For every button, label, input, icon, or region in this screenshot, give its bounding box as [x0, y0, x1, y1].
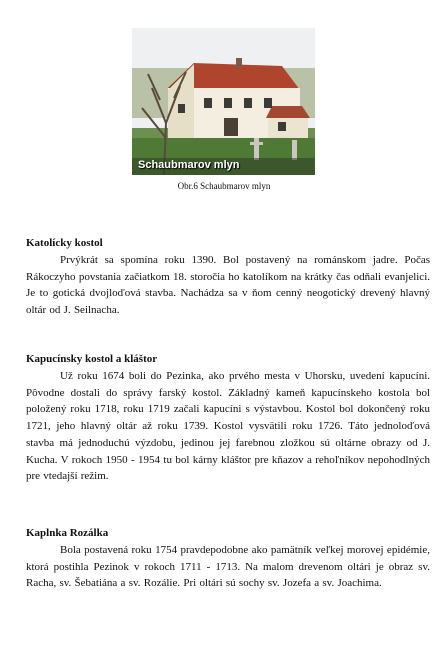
section-heading: Katolícky kostol	[26, 237, 103, 249]
section-heading: Kaplnka Rozálka	[26, 527, 109, 539]
figure-caption: Obr.6 Schaubmarov mlyn	[177, 181, 271, 191]
mill-photo-image	[132, 28, 315, 175]
section-paragraph: Už roku 1674 boli do Pezinka, ako prvého mesta v Uhorsku, uvedení kapucíni. Pôvodne dostali do správy farský kostol. Základný kameň kapucínskeho kostola bol položený roku 1718, roku 1719 začali kapucíni s výstavbou. Kostol bol dokončený roku 1721, jeho hlavný oltár až roku 1739. Kostol vysvätili roku 1726. Táto jednoloďová stavba má jednoduchú výzdobu, jedinou jej farebnou zložkou sú oltárne obrazy od J. Kucha. V rokoch 1950 - 1954 tu bol kárny kláštor pre kňazov a rehoľníkov nepohodlných pre vtedajší režim.	[26, 370, 430, 483]
section-paragraph: Prvýkrát sa spomína roku 1390. Bol postavený na románskom jadre. Počas Rákoczyho povstania začiatkom 18. storočia ho katolíkom na krátky čas odňali evanjelici. Je to gotická dvojloďová stavba. Nachádza sa v ňom cenný neogotický drevený hlavný oltár od J. Seilnacha.	[26, 254, 430, 317]
section-kaplnka-rozalka	[26, 527, 430, 592]
photo-label: Schaubmarov mlyn	[138, 159, 240, 171]
section-paragraph: Bola postavená roku 1754 pravdepodobne ako pamätník veľkej morovej epidémie, ktorá postihla Pezinok v rokoch 1711 - 1713. Na malom drevenom oltári je obraz sv. Racha, sv. Šebatiána a sv. Rozálie. Pri oltári sú sochy sv. Jozefa a sv. Joachima.	[26, 544, 430, 590]
section-kapucinsky-kostol	[26, 353, 430, 485]
section-heading: Kapucínsky kostol a kláštor	[26, 353, 158, 365]
section-katolicky-kostol	[26, 237, 430, 319]
mill-photo	[132, 28, 315, 175]
